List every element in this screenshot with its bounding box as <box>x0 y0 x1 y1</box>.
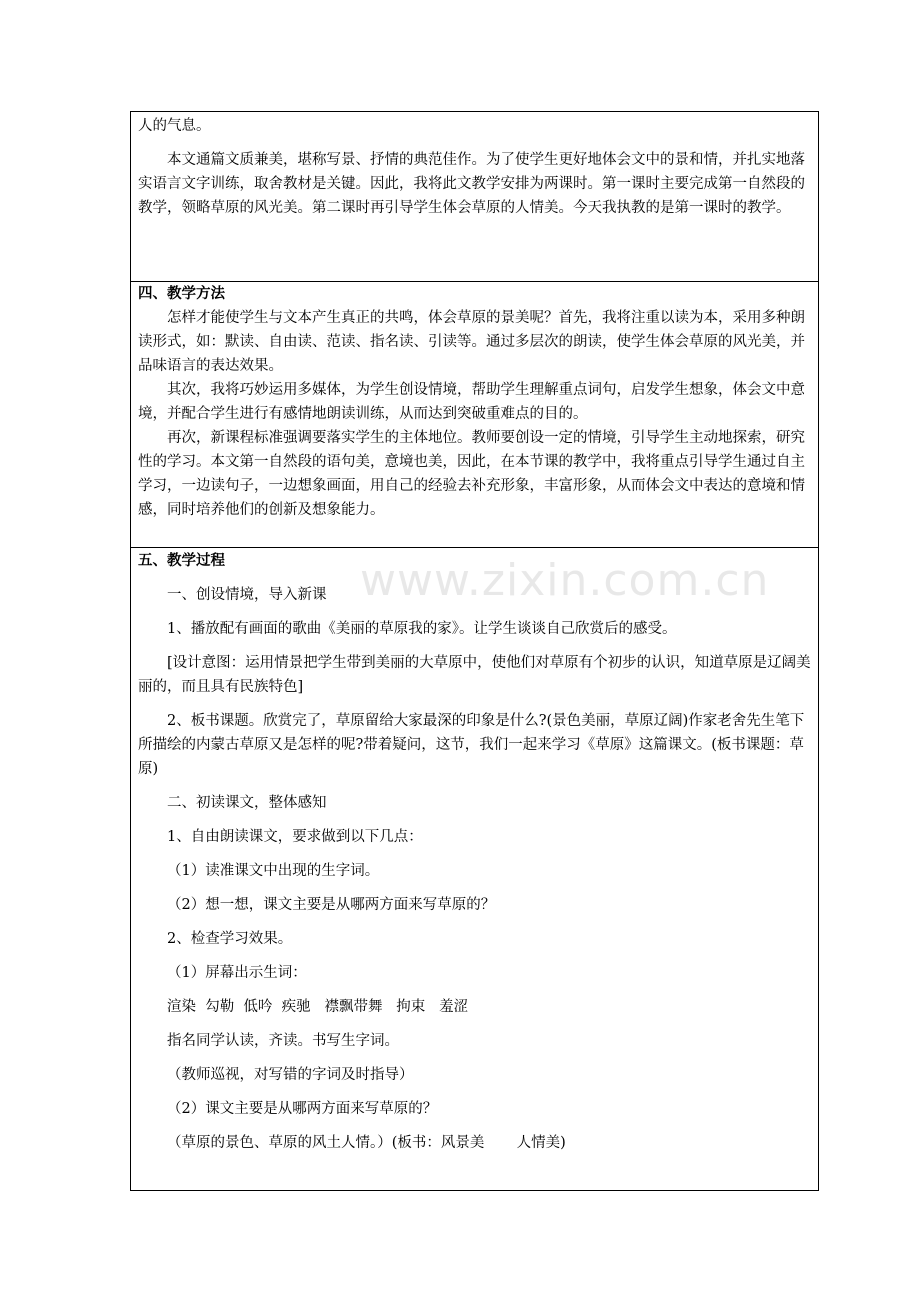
process-item-11: 指名同学认读，齐读。书写生字词。 <box>167 1033 399 1049</box>
process-item-10-vocab: 渲染 勾勒 低吟 疾驰 襟飘带舞 拘束 羞涩 <box>167 999 469 1015</box>
method-heading: 四、教学方法 <box>138 285 225 302</box>
method-paragraph-1: 怎样才能使学生与文本产生真正的共鸣，体会草原的景美呢？首先，我将注重以读为本，采用多种朗读形式，如：默读、自由读、范读、指名读、引读等。通过多层次的朗读，使学生体会草原的风光美，并品味语言的表达效果。 <box>138 310 805 374</box>
process-item-13: （2）课文主要是从哪两方面来写草原的？ <box>167 1101 438 1117</box>
process-item-12: （教师巡视，对写错的字词及时指导） <box>167 1067 414 1083</box>
process-item-5: 1、自由朗读课文，要求做到以下几点： <box>167 829 423 845</box>
process-item-6: （1）读准课文中出现的生字词。 <box>167 863 380 879</box>
process-item-3: 2、板书课题。欣赏完了，草原留给大家最深的印象是什么?(景色美丽，草原辽阔)作家老舍先生笔下所描绘的内蒙古草原又是怎样的呢?带着疑问，这节，我们一起来学习《草原》这篇课文。(板书课题：草原) <box>138 713 805 777</box>
process-item-7: （2）想一想，课文主要是从哪两方面来写草原的？ <box>167 897 496 913</box>
process-item-4: 二、初读课文，整体感知 <box>167 795 327 811</box>
process-item-14: （草原的景色、草原的风土人情。）(板书：风景美 人情美) <box>167 1135 566 1151</box>
process-item-2: [设计意图：运用情景把学生带到美丽的大草原中，使他们对草原有个初步的认识，知道草原是辽阔美丽的，而且具有民族特色] <box>138 655 811 695</box>
watermark: www.zixin.com.cn <box>360 555 770 606</box>
lesson-plan-table <box>130 111 819 1191</box>
method-paragraph-2: 其次，我将巧妙运用多媒体，为学生创设情境，帮助学生理解重点词句，启发学生想象，体会文中意境，并配合学生进行有感情地朗读训练，从而达到突破重难点的目的。 <box>138 382 805 422</box>
process-cell <box>131 548 818 1191</box>
intro-paragraph: 本文通篇文质兼美，堪称写景、抒情的典范佳作。为了使学生更好地体会文中的景和情，并扎实地落实语言文字训练，取舍教材是关键。因此，我将此文教学安排为两课时。第一课时主要完成第一自然段的教学，领略草原的风光美。第二课时再引导学生体会草原的人情美。今天我执教的是第一课时的教学。 <box>138 152 805 216</box>
process-item-9: （1）屏幕出示生词： <box>167 965 307 981</box>
process-item-8: 2、检查学习效果。 <box>167 931 293 947</box>
process-item-0: 一、创设情境，导入新课 <box>167 587 327 603</box>
process-item-1: 1、播放配有画面的歌曲《美丽的草原我的家》。让学生谈谈自己欣赏后的感受。 <box>167 621 677 637</box>
intro-cell <box>131 112 818 282</box>
method-cell <box>131 282 818 548</box>
intro-top-line: 人的气息。 <box>138 118 211 134</box>
method-paragraph-3: 再次，新课程标准强调要落实学生的主体地位。教师要创设一定的情境，引导学生主动地探索，研究性的学习。本文第一自然段的语句美，意境也美，因此，在本节课的教学中，我将重点引导学生通过自主学习，一边读句子，一边想象画面，用自己的经验去补充形象，丰富形象，从而体会文中表达的意境和情感，同时培养他们的创新及想象能力。 <box>138 430 805 518</box>
process-heading: 五、教学过程 <box>138 552 225 569</box>
